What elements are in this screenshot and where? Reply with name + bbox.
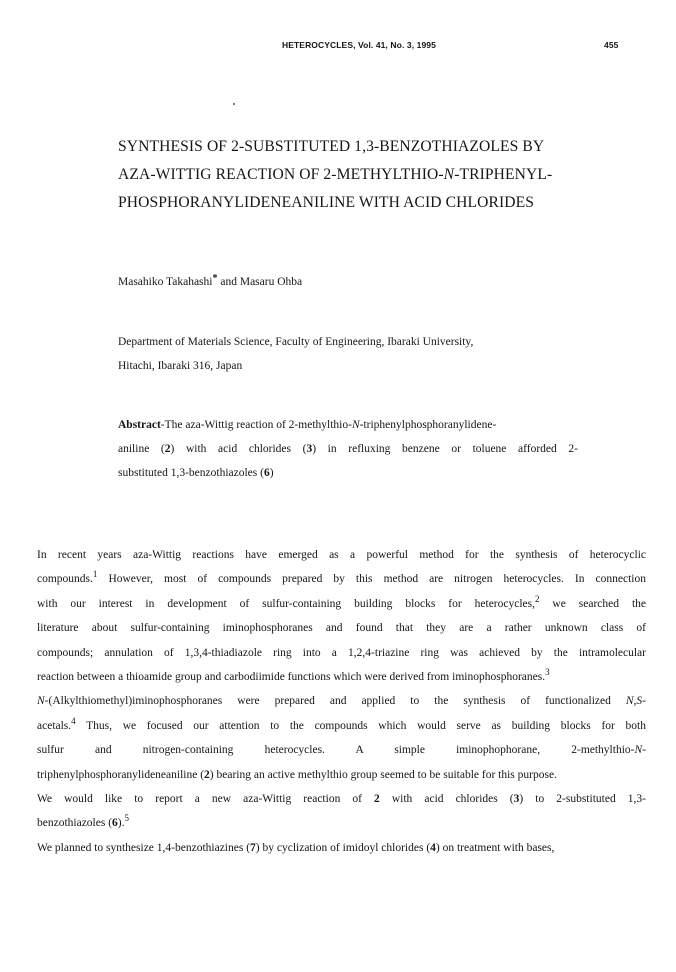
body-line (37, 592, 646, 616)
compound-ref: 7 (250, 841, 256, 854)
italic-term: N,S- (625, 695, 646, 708)
body-text-span: triphenylphosphoranylideneaniline ( (37, 768, 205, 781)
abstract (118, 413, 578, 485)
body-text-span: benzothiazoles ( (37, 817, 113, 830)
abstract-label: Abstract (118, 419, 161, 431)
author-list (118, 273, 303, 288)
abstract-line (118, 437, 578, 461)
abstract-text: ) (269, 467, 274, 479)
abstract-text: aniline ( (118, 443, 165, 455)
body-line (37, 763, 646, 787)
citation-ref: 3 (545, 667, 550, 678)
author-name: and Masaru Ohba (217, 276, 303, 288)
body-text-span: with our interest in development of sulfur-containing building blocks for heterocycles, (37, 597, 535, 610)
affiliation-line: Department of Materials Science, Faculty of Engineering, Ibaraki University, (118, 336, 474, 348)
body-text-span: ) by cyclization of imidoyl chlorides ( (255, 841, 431, 854)
body-text-span: compounds. (37, 573, 93, 586)
compound-ref: 2 (204, 768, 210, 781)
body-line (37, 714, 646, 738)
body-text-span: We would like to report a new aza-Wittig reaction of (37, 793, 375, 806)
body-text-span: we searched the (539, 597, 646, 610)
body-text-span: with acid chlorides ( (379, 793, 514, 806)
body-text-span: We planned to synthesize 1,4-benzothiazines ( (37, 841, 251, 854)
abstract-text: ) in refluxing benzene or toluene afforded 2- (312, 443, 579, 455)
scan-speck (233, 103, 235, 105)
body-text-span: N-(Alkylthiomethyl)iminophosphoranes were prepared and applied to the synthesis of functionalized (37, 695, 626, 708)
body-line: compounds; annulation of 1,3,4-thiadiazole ring into a 1,2,4-triazine ring was achieved by the intramolecular (37, 646, 646, 659)
citation-ref: 5 (124, 813, 130, 824)
body-line (37, 811, 646, 835)
body-line: In recent years aza-Wittig reactions have emerged as a powerful method for the synthesis of heterocyclic (37, 549, 646, 561)
body-line (37, 836, 646, 860)
abstract-text: ) with acid chlorides ( (170, 443, 307, 455)
compound-ref: 3 (306, 443, 313, 455)
article-title (118, 133, 638, 217)
body-text-span: ) on treatment with bases, (435, 841, 555, 854)
citation-ref: 2 (535, 593, 540, 604)
abstract-line (118, 413, 578, 437)
title-line: PHOSPHORANYLIDENEANILINE WITH ACID CHLORIDES (118, 194, 535, 211)
body-line: sulfur and nitrogen-containing heterocycles. A simple iminophophorane, 2-methylthio-N- (37, 744, 646, 757)
body-text-span: However, most of compounds prepared by this method are nitrogen heterocycles. In connection (97, 573, 646, 586)
affiliation-line: Hitachi, Ibaraki 316, Japan (118, 360, 243, 372)
body-text (37, 543, 646, 860)
title-line: SYNTHESIS OF 2-SUBSTITUTED 1,3-BENZOTHIAZOLES BY (118, 138, 545, 155)
abstract-text: -The aza-Wittig reaction of 2-methylthio-N-triphenylphosphoranylidene- (160, 419, 497, 431)
compound-ref: 4 (430, 841, 436, 854)
title-line: AZA-WITTIG REACTION OF 2-METHYLTHIO-N-TRIPHENYL- (118, 166, 553, 183)
compound-ref: 3 (513, 793, 520, 806)
abstract-line (118, 461, 578, 485)
body-text-span: Thus, we focused our attention to the compounds which would serve as building blocks for both (75, 719, 646, 732)
compound-ref: 6 (112, 817, 118, 830)
journal-citation: HETEROCYCLES, Vol. 41, No. 3, 1995 (282, 40, 436, 50)
author-name: Masahiko Takahashi (118, 276, 213, 288)
abstract-text: substituted 1,3-benzothiazoles ( (118, 467, 264, 479)
body-line (37, 665, 646, 689)
body-text-span: ). (117, 817, 125, 830)
affiliation (118, 330, 473, 378)
body-line (37, 787, 646, 811)
corresponding-author-mark: * (212, 273, 218, 284)
compound-ref: 2 (164, 443, 171, 455)
body-line (37, 567, 646, 591)
running-header (0, 40, 676, 54)
body-line (37, 689, 646, 713)
body-text-span: ) to 2-substituted 1,3- (519, 793, 646, 806)
compound-ref: 6 (263, 467, 270, 479)
citation-ref: 4 (71, 715, 76, 726)
citation-ref: 1 (92, 569, 98, 580)
compound-ref: 2 (374, 793, 380, 806)
body-text-span: reaction between a thioamide group and carbodiimide functions which were derived from iminophosphoranes. (37, 671, 546, 684)
body-line: literature about sulfur-containing iminophosphoranes and found that they are a rather unknown class of (37, 622, 646, 635)
body-text-span: ) bearing an active methylthio group seemed to be suitable for this purpose. (209, 768, 557, 781)
page-number: 455 (604, 40, 619, 50)
body-text-span: acetals. (37, 719, 72, 732)
